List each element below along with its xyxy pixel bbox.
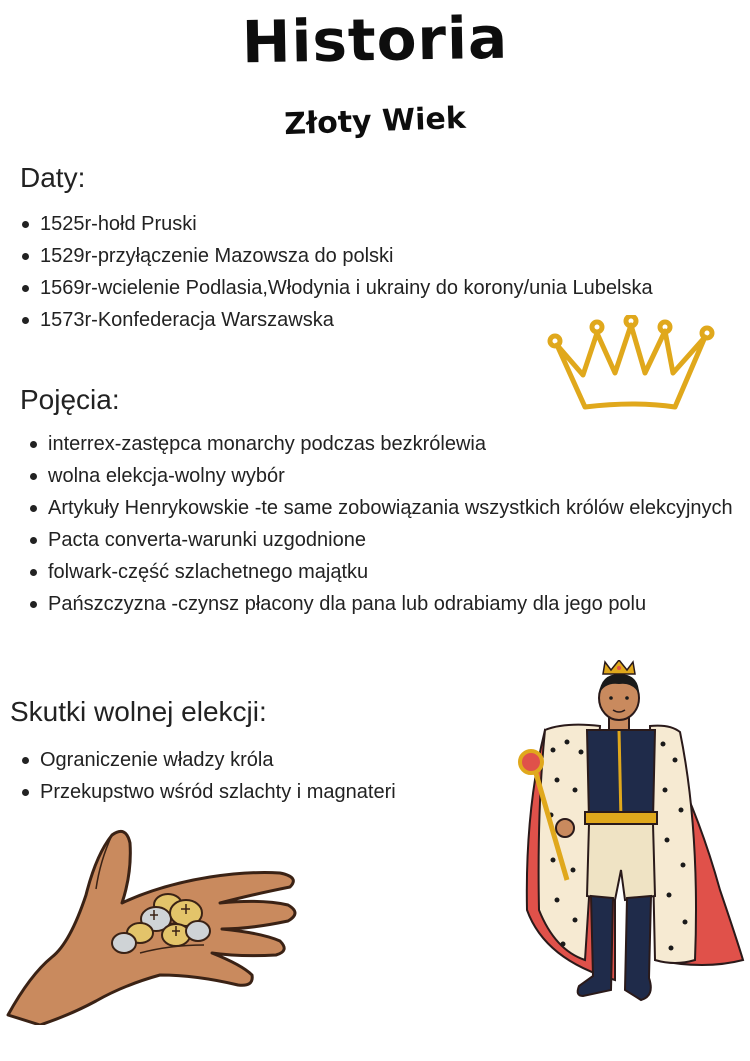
king-illustration [505,660,745,1035]
page-subtitle: Złoty Wiek [283,100,467,143]
list-item: interrex-zastępca monarchy podczas bezkrólewia [28,428,738,460]
terms-list [28,428,738,620]
list-item: 1569r-wcielenie Podlasia,Włodynia i ukrainy do korony/unia Lubelska [20,272,660,304]
list-item: Pańszczyzna -czynsz płacony dla pana lub odrabiamy dla jego polu [28,588,738,620]
dates-heading: Daty: [20,162,86,193]
page-title: Historia [241,3,509,77]
terms-heading: Pojęcia: [20,384,120,415]
list-item: 1525r-hołd Pruski [20,208,660,240]
crown-icon [545,315,715,415]
list-item: 1573r-Konfederacja Warszawska [20,304,660,336]
list-item: Ograniczenie władzy króla [20,744,500,776]
list-item: Artykuły Henrykowskie -te same zobowiązania wszystkich królów elekcyjnych [28,492,738,524]
list-item: folwark-część szlachetnego majątku [28,556,738,588]
hand-with-coins-illustration [0,825,310,1025]
list-item: Pacta converta-warunki uzgodnione [28,524,738,556]
effects-heading: Skutki wolnej elekcji: [10,696,267,727]
effects-list [20,744,500,808]
list-item: wolna elekcja-wolny wybór [28,460,738,492]
list-item: Przekupstwo wśród szlachty i magnateri [20,776,500,808]
list-item: 1529r-przyłączenie Mazowsza do polski [20,240,660,272]
